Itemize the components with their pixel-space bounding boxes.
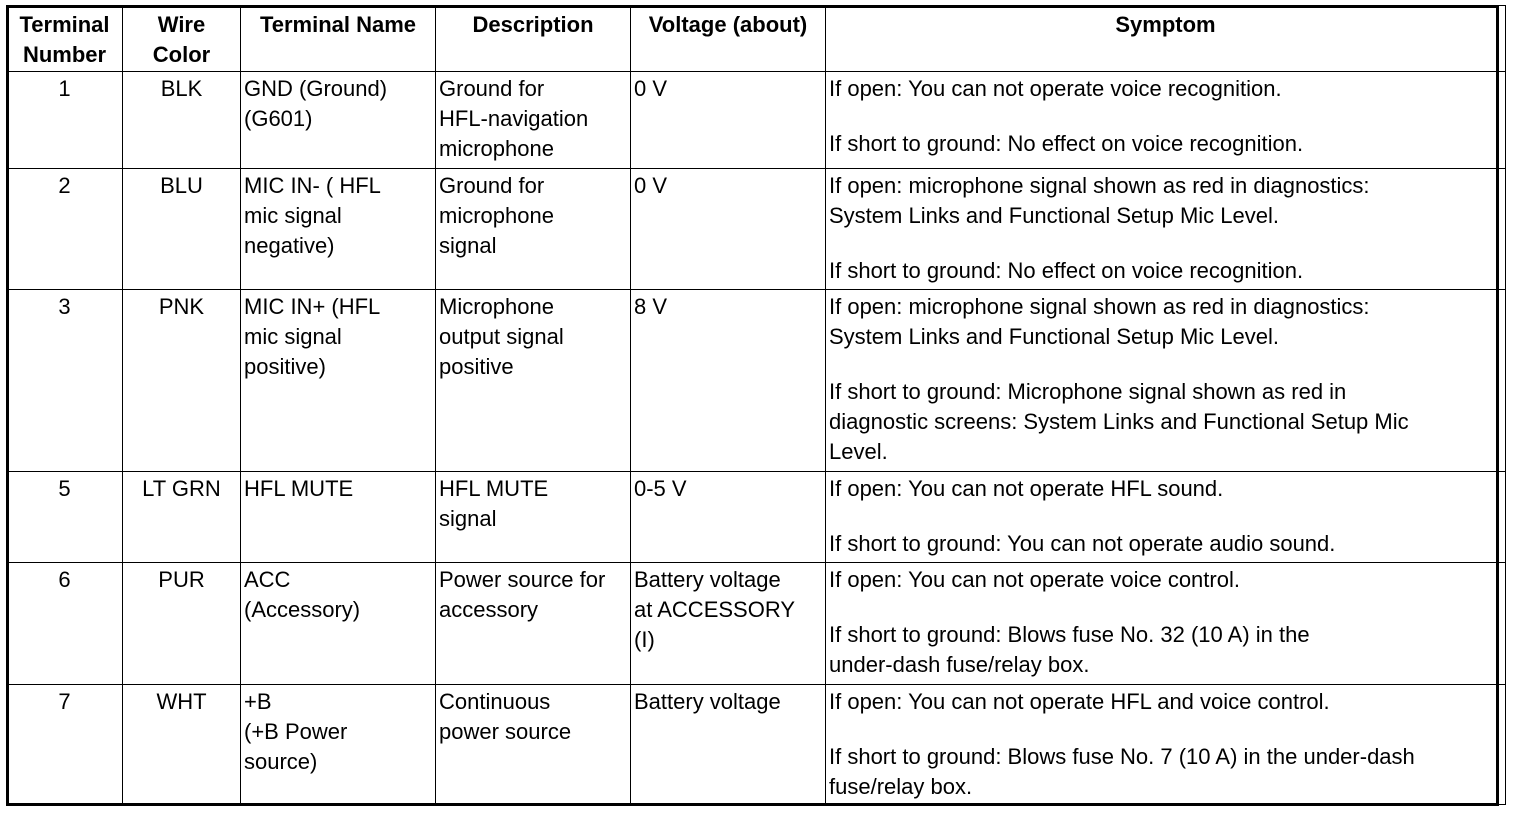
wire-color-cell: PUR — [123, 563, 241, 685]
symptom-text: If short to ground: No effect on voice recognition. — [829, 258, 1304, 283]
terminal-number-cell: 6 — [7, 563, 123, 685]
header-symptom: Symptom — [826, 6, 1506, 72]
table-row — [7, 685, 1506, 805]
symptom-cell — [826, 290, 1506, 472]
wire-color-cell: PNK — [123, 290, 241, 472]
terminal-number-cell: 3 — [7, 290, 123, 472]
voltage-cell: 0 V — [631, 169, 826, 290]
symptom-cell — [826, 563, 1506, 685]
header-terminal-number: Terminal Number — [7, 6, 123, 72]
voltage-cell: 0 V — [631, 72, 826, 169]
terminal-number-cell: 2 — [7, 169, 123, 290]
symptom-text: If short to ground: Blows fuse No. 7 (10 A) in the under-dash fuse/relay box. — [829, 744, 1415, 799]
symptom-text: If open: You can not operate HFL sound. — [829, 476, 1224, 501]
terminal-name-cell: ACC (Accessory) — [241, 563, 436, 685]
header-row — [7, 6, 1506, 72]
symptom-text: If short to ground: You can not operate audio sound. — [829, 531, 1336, 556]
wire-color-cell: BLK — [123, 72, 241, 169]
voltage-cell: 8 V — [631, 290, 826, 472]
description-cell: Power source for accessory — [436, 563, 631, 685]
description-cell: Microphone output signal positive — [436, 290, 631, 472]
table-row — [7, 472, 1506, 563]
symptom-cell — [826, 169, 1506, 290]
symptom-text: If open: microphone signal shown as red in diagnostics: System Links and Functional Setup Mic Level. — [829, 173, 1370, 228]
header-wire-color: Wire Color — [123, 6, 241, 72]
header-terminal-name: Terminal Name — [241, 6, 436, 72]
wire-color-cell: LT GRN — [123, 472, 241, 563]
terminal-number-cell: 5 — [7, 472, 123, 563]
table-row — [7, 169, 1506, 290]
terminal-name-cell: MIC IN+ (HFL mic signal positive) — [241, 290, 436, 472]
symptom-text: If open: You can not operate voice recognition. — [829, 76, 1282, 101]
symptom-text: If open: You can not operate voice control. — [829, 567, 1240, 592]
description-cell: HFL MUTE signal — [436, 472, 631, 563]
terminal-name-cell: +B (+B Power source) — [241, 685, 436, 805]
symptom-cell — [826, 72, 1506, 169]
symptom-text: If short to ground: No effect on voice recognition. — [829, 131, 1304, 156]
table-row — [7, 563, 1506, 685]
header-voltage: Voltage (about) — [631, 6, 826, 72]
symptom-cell — [826, 472, 1506, 563]
table-row — [7, 290, 1506, 472]
terminal-name-cell: HFL MUTE — [241, 472, 436, 563]
symptom-text: If short to ground: Microphone signal shown as red in diagnostic screens: System Links and Functional Setup Mic Level. — [829, 379, 1409, 464]
voltage-cell: Battery voltage — [631, 685, 826, 805]
terminal-table — [6, 5, 1506, 805]
voltage-cell: 0-5 V — [631, 472, 826, 563]
symptom-text: If open: microphone signal shown as red in diagnostics: System Links and Functional Setup Mic Level. — [829, 294, 1370, 349]
wire-color-cell: WHT — [123, 685, 241, 805]
terminal-name-cell: GND (Ground) (G601) — [241, 72, 436, 169]
symptom-text: If short to ground: Blows fuse No. 32 (10 A) in the under-dash fuse/relay box. — [829, 622, 1310, 677]
description-cell: Continuous power source — [436, 685, 631, 805]
table-body — [7, 72, 1506, 805]
symptom-text: If open: You can not operate HFL and voice control. — [829, 689, 1330, 714]
symptom-cell — [826, 685, 1506, 805]
terminal-number-cell: 1 — [7, 72, 123, 169]
voltage-cell: Battery voltage at ACCESSORY (I) — [631, 563, 826, 685]
terminal-name-cell: MIC IN- ( HFL mic signal negative) — [241, 169, 436, 290]
table-row — [7, 72, 1506, 169]
header-description: Description — [436, 6, 631, 72]
wire-color-cell: BLU — [123, 169, 241, 290]
description-cell: Ground for microphone signal — [436, 169, 631, 290]
terminal-number-cell: 7 — [7, 685, 123, 805]
description-cell: Ground for HFL-navigation microphone — [436, 72, 631, 169]
